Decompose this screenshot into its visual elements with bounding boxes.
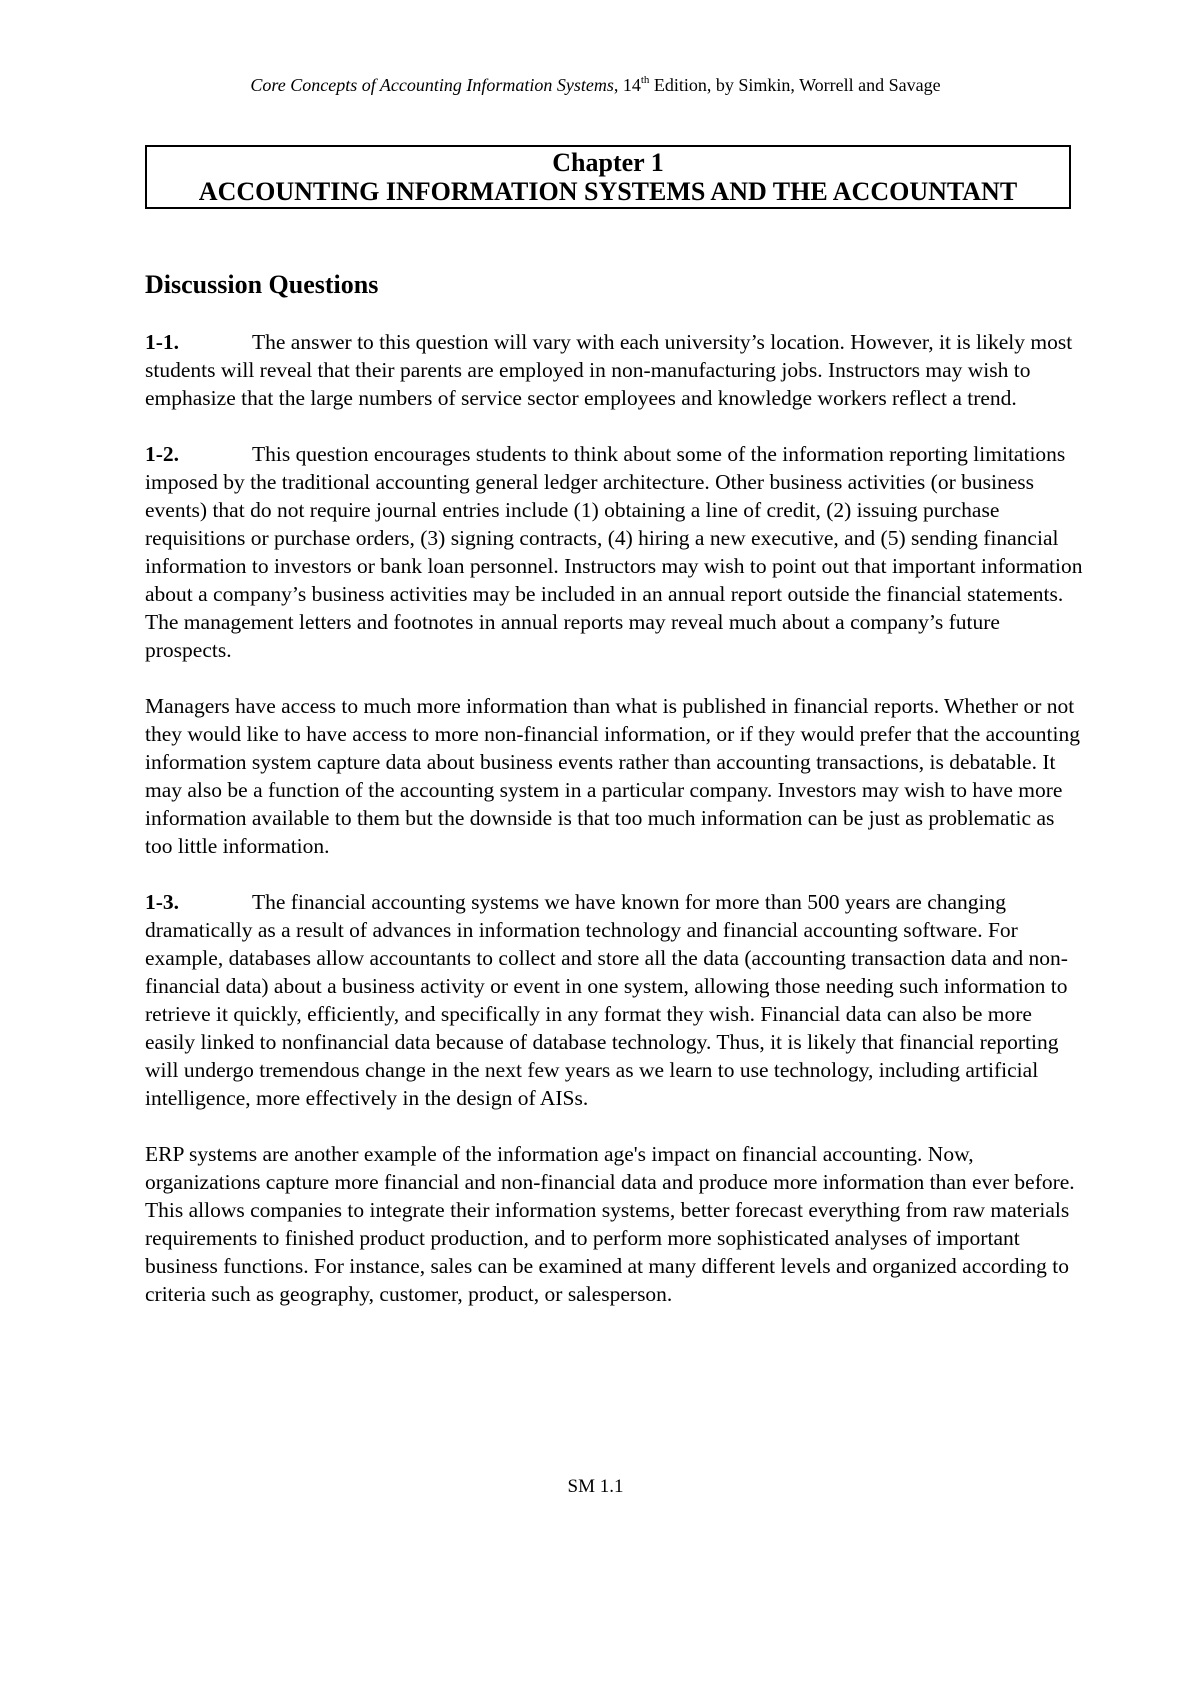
section-heading: Discussion Questions xyxy=(145,270,379,299)
paragraph-text: The financial accounting systems we have known for more than 500 years are changing dramatically as a result of advances in information technology and financial accounting software. For example, databases allow accountants to collect and store all the data (accounting transaction data and non-financial data) about a business activity or event in one system, allowing those needing such information to retrieve it quickly, efficiently, and specifically in any format they wish. Financial data can also be more easily linked to nonfinancial data because of database technology. Thus, it is likely that financial reporting will undergo tremendous change in the next few years as we learn to use technology, including artificial intelligence, more effectively in the design of AISs. xyxy=(145,890,1068,1110)
paragraph-text: This question encourages students to think about some of the information reporting limitations imposed by the traditional accounting general ledger architecture. Other business activities (or business events) that do not require journal entries include (1) obtaining a line of credit, (2) issuing purchase requisitions or purchase orders, (3) signing contracts, (4) hiring a new executive, and (5) sending financial information to investors or bank loan personnel. Instructors may wish to point out that important information about a company’s business activities may be included in an annual report outside the financial statements. The management letters and footnotes in annual reports may reveal much about a company’s future prospects. xyxy=(145,442,1083,662)
paragraph-text: The answer to this question will vary with each university’s location. However, it is likely most students will reveal that their parents are employed in non-manufacturing jobs. Instructors may wish to emphasize that the large numbers of service sector employees and knowledge workers reflect a trend. xyxy=(145,330,1073,410)
paragraph-text: Managers have access to much more information than what is published in financial reports. Whether or not they would like to have access to more non-financial information, or if they would prefer that the accounting information system capture data about business events rather than accounting transactions, is debatable. It may also be a function of the accounting system in a particular company. Investors may wish to have more information available to them but the downside is that too much information can be just as problematic as too little information. xyxy=(145,694,1080,858)
chapter-number: Chapter 1 xyxy=(552,148,664,177)
chapter-title: ACCOUNTING INFORMATION SYSTEMS AND THE ACCOUNTANT xyxy=(198,177,1018,206)
continuation-paragraph xyxy=(145,1140,1085,1308)
question-paragraph xyxy=(145,328,1085,412)
question-paragraph xyxy=(145,440,1085,664)
question-number: 1-3. xyxy=(145,890,180,914)
chapter-title-box xyxy=(145,145,1071,209)
question-number: 1-2. xyxy=(145,442,180,466)
question-number: 1-1. xyxy=(145,330,180,354)
edition-authors: Edition, by Simkin, Worrell and Savage xyxy=(649,75,941,95)
running-header: Core Concepts of Accounting Information Systems, 14th Edition, by Simkin, Worrell and Savage xyxy=(250,74,941,95)
continuation-paragraph xyxy=(145,692,1085,860)
paragraph-text: ERP systems are another example of the information age's impact on financial accounting. Now, organizations capture more financial and non-financial data and produce more information than ever before. This allows companies to integrate their information systems, better forecast everything from raw materials requirements to finished product production, and to perform more sophisticated analyses of important business functions. For instance, sales can be examined at many different levels and organized according to criteria such as geography, customer, product, or salesperson. xyxy=(145,1142,1075,1306)
edition-suffix: th xyxy=(640,74,650,86)
body-content xyxy=(145,328,1085,1336)
page-number: SM 1.1 xyxy=(567,1476,624,1497)
book-title: Core Concepts of Accounting Information Systems xyxy=(250,75,614,95)
edition-number: 14 xyxy=(622,75,641,95)
question-paragraph xyxy=(145,888,1085,1112)
